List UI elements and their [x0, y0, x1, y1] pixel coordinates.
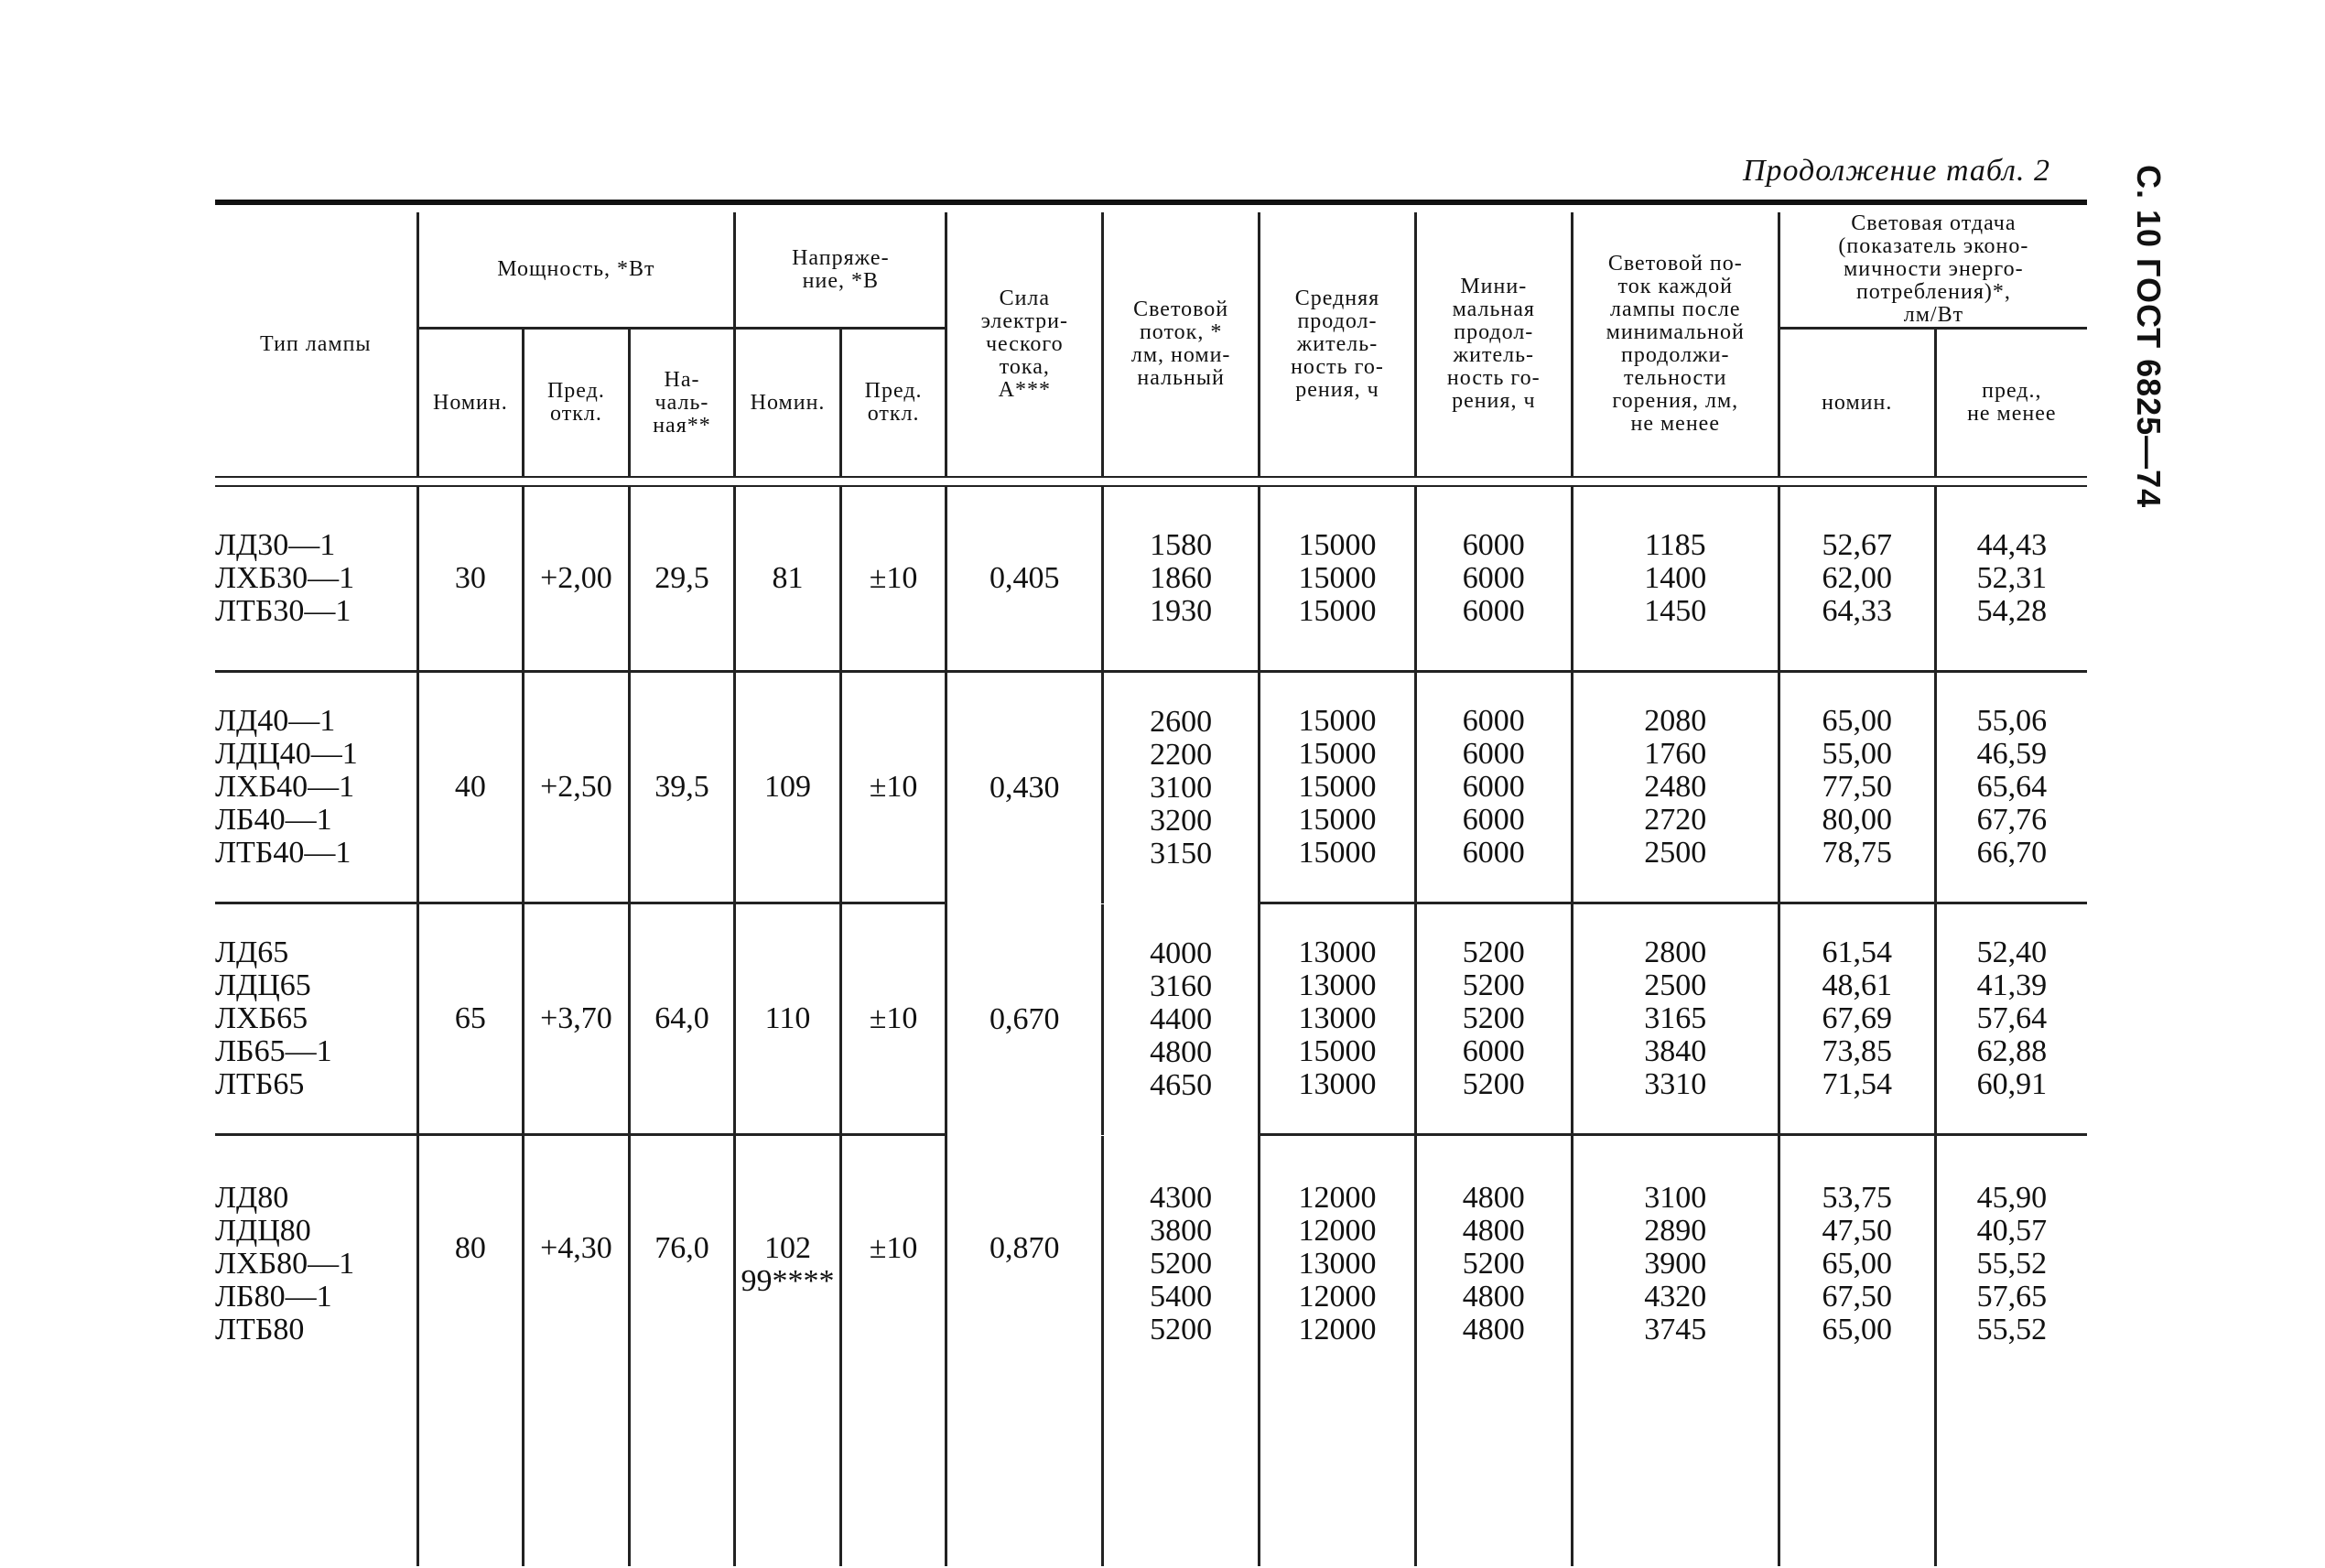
voltage-nominal-cell: 81 [735, 486, 841, 672]
cell-value: ЛД40—1 [215, 704, 336, 738]
cell-value: 1580 [1150, 528, 1213, 562]
cell-value: 2500 [1644, 968, 1707, 1002]
power-initial-cell: 29,5 [629, 486, 735, 672]
cell-value: 13000 [1298, 935, 1377, 969]
average-life-cell [1260, 673, 1416, 903]
voltage-deviation-cell: ±10 [840, 486, 946, 672]
cell-value: 12000 [1298, 1214, 1377, 1248]
header-text-line: Световой [1133, 297, 1229, 321]
voltage-nominal-cell [735, 1136, 841, 1566]
header-text-line: ческого [985, 331, 1064, 356]
efficacy-nominal-cell [1779, 1136, 1935, 1566]
header-text-line: А*** [998, 377, 1051, 402]
cell-value: 15000 [1298, 737, 1377, 771]
header-text-line: лампы после [1609, 297, 1741, 321]
cell-value: ЛБ65—1 [215, 1034, 332, 1068]
header-text-line: Сила [999, 286, 1051, 310]
header-voltage-deviation: Пред. откл. [840, 329, 946, 478]
header-current [946, 212, 1103, 477]
cell-value: 4800 [1462, 1181, 1525, 1215]
header-power-initial [629, 329, 735, 478]
header-voltage [735, 212, 946, 329]
cell-value: 55,52 [1976, 1313, 2048, 1346]
cell-value: 64,33 [1822, 594, 1892, 628]
cell-value: 5200 [1150, 1313, 1213, 1346]
table-row [215, 673, 2087, 903]
header-text-line: Напряже- [792, 245, 890, 270]
voltage-deviation-cell: ±10 [840, 1136, 946, 1566]
cell-value: 6000 [1462, 803, 1525, 837]
lamp-types-cell [215, 1136, 417, 1566]
cell-value: 3745 [1644, 1313, 1707, 1346]
header-text-line: Световая отдача [1851, 211, 2017, 235]
header-text-line: ность го- [1446, 366, 1541, 390]
header-text-line: тока, [999, 354, 1050, 379]
header-text-line: лм/Вт [1903, 303, 1964, 327]
cell-value: 66,70 [1976, 836, 2048, 870]
power-initial-cell: 39,5 [629, 673, 735, 903]
cell-value: 46,59 [1976, 737, 2048, 771]
header-text-line: Средняя [1294, 286, 1380, 310]
average-life-cell [1260, 904, 1416, 1135]
header-power: Мощность, *Вт [417, 212, 735, 329]
header-text-line: ность го- [1291, 354, 1384, 379]
cell-value: 5200 [1462, 1067, 1525, 1101]
cell-value: 13000 [1298, 1247, 1377, 1281]
cell-value: 4320 [1644, 1280, 1707, 1314]
power-initial-cell: 64,0 [629, 904, 735, 1135]
cell-value: 6000 [1462, 737, 1525, 771]
header-text-line: рения, ч [1295, 377, 1379, 402]
cell-value: 15000 [1298, 594, 1377, 628]
voltage-nominal-cell: 110 [735, 904, 841, 1135]
header-text-line: мальная [1452, 297, 1535, 321]
power-nominal-cell: 65 [417, 904, 524, 1135]
voltage-deviation-cell: ±10 [840, 904, 946, 1135]
cell-value: 3900 [1644, 1247, 1707, 1281]
cell-value: 80,00 [1822, 803, 1892, 837]
cell-value: 65,00 [1822, 1313, 1892, 1346]
cell-value: ЛХБ65 [215, 1001, 308, 1035]
cell-value: 55,52 [1976, 1247, 2048, 1281]
cell-value: 3100 [1150, 770, 1213, 805]
header-text-line: электри- [980, 308, 1069, 333]
cell-value: 15000 [1298, 770, 1377, 804]
cell-value: ЛДЦ65 [215, 968, 311, 1002]
table-row [215, 1136, 2087, 1566]
voltage-nominal-value: 102 [764, 1231, 812, 1265]
cell-value: ЛТБ80 [215, 1313, 305, 1346]
cell-value: 57,65 [1976, 1280, 2048, 1314]
cell-value: ЛТБ65 [215, 1067, 305, 1101]
current-cell: 0,405 [946, 486, 1103, 672]
header-text-line: лм, номи- [1130, 343, 1231, 367]
cell-value: 4000 [1150, 935, 1213, 970]
header-power-nominal: Номин. [417, 329, 524, 478]
table-top-rule [215, 202, 2087, 212]
flux-after-life-cell [1572, 486, 1779, 672]
cell-value: 15000 [1298, 803, 1377, 837]
cell-value: 1450 [1644, 594, 1707, 628]
header-text-line: продол- [1454, 320, 1534, 344]
cell-value: 4800 [1462, 1280, 1525, 1314]
header-text-line: (показатель эконо- [1838, 234, 2029, 258]
power-initial-cell: 76,0 [629, 1136, 735, 1566]
power-nominal-cell: 80 [417, 1136, 524, 1566]
header-text-line: ток каждой [1617, 275, 1733, 298]
cell-value: 65,00 [1822, 1247, 1892, 1281]
flux-cell [1103, 904, 1260, 1135]
header-flux-after-life [1572, 212, 1779, 477]
power-nominal-cell: 40 [417, 673, 524, 903]
cell-value: 6000 [1462, 704, 1525, 738]
flux-cell [1103, 673, 1260, 903]
cell-value: 67,76 [1976, 803, 2048, 837]
header-text-line: продолжи- [1621, 343, 1730, 367]
cell-value: 73,85 [1822, 1034, 1892, 1068]
cell-value: 52,31 [1976, 561, 2048, 595]
cell-value: 77,50 [1822, 770, 1892, 804]
efficacy-nominal-cell [1779, 673, 1935, 903]
power-nominal-cell: 30 [417, 486, 524, 672]
cell-value: 3800 [1150, 1214, 1213, 1248]
cell-value: 5200 [1150, 1247, 1213, 1281]
flux-cell [1103, 486, 1260, 672]
cell-value: 2200 [1150, 737, 1213, 772]
cell-value: ЛХБ80—1 [215, 1247, 355, 1281]
average-life-cell [1260, 486, 1416, 672]
cell-value: 60,91 [1976, 1067, 2048, 1101]
header-power-deviation: Пред. откл. [524, 329, 630, 478]
cell-value: 53,75 [1822, 1181, 1892, 1215]
cell-value: 1760 [1644, 737, 1707, 771]
header-text-line: ная** [653, 413, 711, 438]
header-text-line: Световой по- [1607, 252, 1743, 276]
minimum-life-cell [1415, 486, 1572, 672]
cell-value: ЛДЦ40—1 [215, 737, 358, 771]
cell-value: ЛД30—1 [215, 528, 336, 562]
header-efficacy-nominal: номин. [1779, 329, 1935, 478]
cell-value: 3165 [1644, 1001, 1707, 1035]
efficacy-nominal-cell [1779, 904, 1935, 1135]
header-text-line: тельности [1624, 366, 1727, 390]
cell-value: 62,00 [1822, 561, 1892, 595]
power-deviation-cell: +2,50 [524, 673, 630, 903]
cell-value: 65,00 [1822, 704, 1892, 738]
voltage-deviation-cell: ±10 [840, 673, 946, 903]
header-efficacy [1779, 212, 2087, 329]
power-deviation-cell: +3,70 [524, 904, 630, 1135]
power-deviation-cell: +4,30 [524, 1136, 630, 1566]
cell-value: ЛТБ40—1 [215, 836, 351, 870]
cell-value: 2800 [1644, 935, 1707, 969]
cell-value: ЛХБ30—1 [215, 561, 355, 595]
cell-value: ЛТБ30—1 [215, 594, 351, 628]
cell-value: 5200 [1462, 935, 1525, 969]
lamp-types-cell [215, 673, 417, 903]
continuation-caption: Продолжение табл. 2 [1742, 154, 2050, 188]
minimum-life-cell [1415, 673, 1572, 903]
cell-value: 2720 [1644, 803, 1707, 837]
cell-value: 78,75 [1822, 836, 1892, 870]
cell-value: 40,57 [1976, 1214, 2048, 1248]
header-text-line: ние, *В [802, 268, 879, 293]
header-text-line: житель- [1296, 331, 1379, 356]
cell-value: 65,64 [1976, 770, 2048, 804]
cell-value: 13000 [1298, 1067, 1377, 1101]
cell-value: 6000 [1462, 528, 1525, 562]
lamp-types-cell [215, 486, 417, 672]
header-text-line: продол- [1297, 308, 1378, 333]
minimum-life-cell [1415, 904, 1572, 1135]
cell-value: 2080 [1644, 704, 1707, 738]
flux-after-life-cell [1572, 673, 1779, 903]
cell-value: 44,43 [1976, 528, 2048, 562]
cell-value: 15000 [1298, 561, 1377, 595]
cell-value: 4300 [1150, 1181, 1213, 1215]
cell-value: 2600 [1150, 704, 1213, 739]
cell-value: 71,54 [1822, 1067, 1892, 1101]
header-text-line: мичности энерго- [1844, 257, 2024, 281]
average-life-cell [1260, 1136, 1416, 1566]
cell-value: 15000 [1298, 836, 1377, 870]
cell-value: 15000 [1298, 528, 1377, 562]
header-text-line: чаль- [654, 390, 709, 415]
cell-value: 1860 [1150, 561, 1213, 595]
cell-value: 4800 [1462, 1313, 1525, 1346]
voltage-note-value: 99**** [741, 1264, 835, 1298]
page-number-label: С. 10 ГОСТ 6825—74 [2130, 165, 2168, 509]
cell-value: 52,40 [1976, 935, 2048, 969]
cell-value: 13000 [1298, 968, 1377, 1002]
cell-value: 5400 [1150, 1280, 1213, 1314]
cell-value: 1185 [1644, 528, 1706, 562]
cell-value: 67,69 [1822, 1001, 1892, 1035]
cell-value: 2480 [1644, 770, 1707, 804]
header-flux [1103, 212, 1260, 477]
cell-value: 61,54 [1822, 935, 1892, 969]
cell-value: 4400 [1150, 1001, 1213, 1036]
cell-value: 13000 [1298, 1001, 1377, 1035]
header-average-life [1260, 212, 1416, 477]
cell-value: 1930 [1150, 594, 1213, 628]
cell-value: 3310 [1644, 1067, 1707, 1101]
cell-value: 47,50 [1822, 1214, 1892, 1248]
cell-value: 12000 [1298, 1280, 1377, 1314]
table-row [215, 904, 2087, 1135]
cell-value: 6000 [1462, 770, 1525, 804]
efficacy-minimum-cell [1935, 486, 2087, 672]
cell-value: 3100 [1644, 1181, 1707, 1215]
cell-value: ЛДЦ80 [215, 1214, 311, 1248]
efficacy-minimum-cell [1935, 1136, 2087, 1566]
header-double-rule [215, 477, 2087, 486]
header-voltage-nominal: Номин. [735, 329, 841, 478]
header-text-line: не менее [1630, 412, 1720, 436]
header-type: Тип лампы [215, 212, 417, 477]
efficacy-nominal-cell [1779, 486, 1935, 672]
cell-value: 62,88 [1976, 1034, 2048, 1068]
cell-value: 5200 [1462, 968, 1525, 1002]
cell-value: 4800 [1462, 1214, 1525, 1248]
header-text-line: не менее [1967, 402, 2057, 426]
cell-value: 2890 [1644, 1214, 1707, 1248]
header-row [215, 212, 2087, 329]
cell-value: 54,28 [1976, 594, 2048, 628]
header-text-line: житель- [1453, 343, 1535, 367]
cell-value: ЛХБ40—1 [215, 770, 355, 804]
cell-value: 2500 [1644, 836, 1707, 870]
header-text-line: пред., [1982, 379, 2042, 403]
cell-value: 5200 [1462, 1247, 1525, 1281]
cell-value: 3150 [1150, 836, 1213, 871]
cell-value: 15000 [1298, 1034, 1377, 1068]
cell-value: ЛД65 [215, 935, 289, 969]
cell-value: 3160 [1150, 968, 1213, 1003]
cell-value: 1400 [1644, 561, 1707, 595]
header-text-line: нальный [1137, 366, 1225, 390]
cell-value: 48,61 [1822, 968, 1892, 1002]
cell-value: 6000 [1462, 594, 1525, 628]
header-text-line: рения, ч [1452, 389, 1536, 413]
efficacy-minimum-cell [1935, 673, 2087, 903]
cell-value: 55,06 [1976, 704, 2048, 738]
flux-cell [1103, 1136, 1260, 1566]
cell-value: 4800 [1150, 1034, 1213, 1069]
header-text-line: потребления)*, [1855, 280, 2011, 304]
flux-after-life-cell [1572, 904, 1779, 1135]
cell-value: 41,39 [1976, 968, 2048, 1002]
cell-value: 55,00 [1822, 737, 1892, 771]
lamp-spec-table [215, 200, 2087, 1566]
cell-value: 57,64 [1976, 1001, 2048, 1035]
flux-after-life-cell [1572, 1136, 1779, 1566]
cell-value: 12000 [1298, 1181, 1377, 1215]
cell-value: 3200 [1150, 803, 1213, 838]
cell-value: 67,50 [1822, 1280, 1892, 1314]
header-text-line: минимальной [1606, 320, 1745, 344]
header-efficacy-minimum [1935, 329, 2087, 478]
table-row [215, 486, 2087, 672]
lamp-types-cell [215, 904, 417, 1135]
header-text-line: Мини- [1460, 275, 1528, 298]
header-text-line: горения, лм, [1612, 389, 1739, 413]
efficacy-minimum-cell [1935, 904, 2087, 1135]
cell-value: 4650 [1150, 1067, 1213, 1102]
cell-value: 5200 [1462, 1001, 1525, 1035]
cell-value: 6000 [1462, 1034, 1525, 1068]
minimum-life-cell [1415, 1136, 1572, 1566]
cell-value: 45,90 [1976, 1181, 2048, 1215]
cell-value: ЛД80 [215, 1181, 289, 1215]
cell-value: 6000 [1462, 836, 1525, 870]
header-minimum-life [1415, 212, 1572, 477]
cell-value: 3840 [1644, 1034, 1707, 1068]
current-cell: 0,670 [946, 904, 1103, 1135]
current-cell: 0,870 [946, 1136, 1103, 1566]
cell-value: 15000 [1298, 704, 1377, 738]
header-text-line: поток, * [1139, 320, 1223, 344]
current-cell: 0,430 [946, 673, 1103, 903]
cell-value: 6000 [1462, 561, 1525, 595]
cell-value: ЛБ40—1 [215, 803, 332, 837]
cell-value: 12000 [1298, 1313, 1377, 1346]
voltage-nominal-cell: 109 [735, 673, 841, 903]
power-deviation-cell: +2,00 [524, 486, 630, 672]
header-text-line: На- [664, 367, 700, 392]
cell-value: 52,67 [1822, 528, 1892, 562]
cell-value: ЛБ80—1 [215, 1280, 332, 1314]
